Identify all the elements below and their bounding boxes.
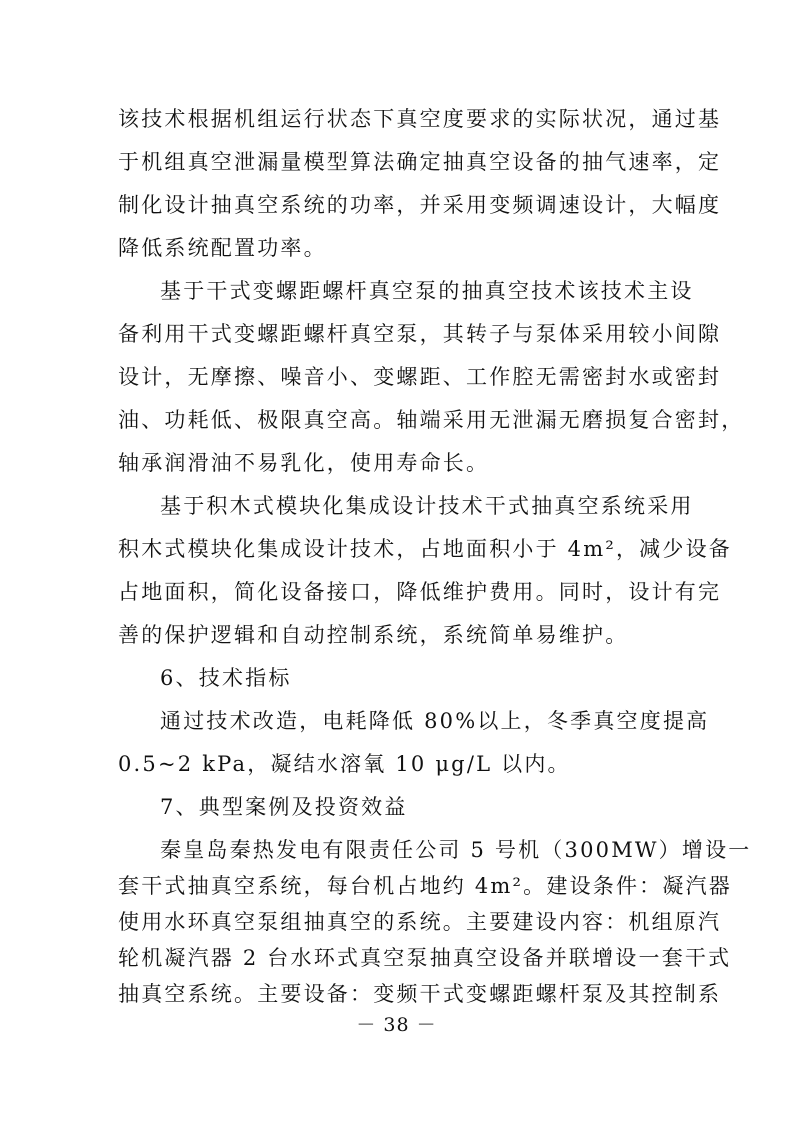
text-line: 该技术根据机组运行状态下真空度要求的实际状况，通过基 [118, 107, 722, 131]
text-line: 通过技术改造，电耗降低 80%以上，冬季真空度提高 [160, 709, 710, 733]
text-line: 善的保护逻辑和自动控制系统，系统简单易维护。 [118, 623, 629, 647]
text-line: 基于积木式模块化集成设计技术干式抽真空系统采用 [160, 494, 694, 518]
section-heading: 7、典型案例及投资效益 [160, 795, 408, 819]
text-line: 套干式抽真空系统，每台机占地约 4m²。建设条件：凝汽器 [118, 874, 732, 898]
text-line: 积木式模块化集成设计技术，占地面积小于 4m²，减少设备 [118, 537, 732, 561]
text-line: 秦皇岛秦热发电有限责任公司 5 号机（300MW）增设一 [160, 838, 752, 862]
text-line: 制化设计抽真空系统的功率，并采用变频调速设计，大幅度 [118, 193, 722, 217]
text-line: 轴承润滑油不易乳化，使用寿命长。 [118, 451, 490, 475]
text-line: 基于干式变螺距螺杆真空泵的抽真空技术该技术主设 [160, 279, 694, 303]
text-line: 设计，无摩擦、噪音小、变螺距、工作腔无需密封水或密封 [118, 365, 722, 389]
text-line: 0.5~2 kPa，凝结水溶氧 10 μg/L 以内。 [118, 752, 571, 776]
text-line: 降低系统配置功率。 [118, 236, 327, 260]
page-number: － 38 － [356, 1014, 437, 1036]
text-line: 备利用干式变螺距螺杆真空泵，其转子与泵体采用较小间隙 [118, 322, 722, 346]
text-line: 使用水环真空泵组抽真空的系统。主要建设内容：机组原汽 [118, 910, 722, 934]
text-line: 占地面积，简化设备接口，降低维护费用。同时，设计有完 [118, 580, 722, 604]
text-line: 抽真空系统。主要设备：变频干式变螺距螺杆泵及其控制系 [118, 982, 722, 1006]
section-heading: 6、技术指标 [160, 666, 292, 690]
text-line: 轮机凝汽器 2 台水环式真空泵抽真空设备并联增设一套干式 [118, 946, 732, 970]
text-line: 于机组真空泄漏量模型算法确定抽真空设备的抽气速率，定 [118, 150, 722, 174]
text-line: 油、功耗低、极限真空高。轴端采用无泄漏无磨损复合密封， [118, 408, 745, 432]
